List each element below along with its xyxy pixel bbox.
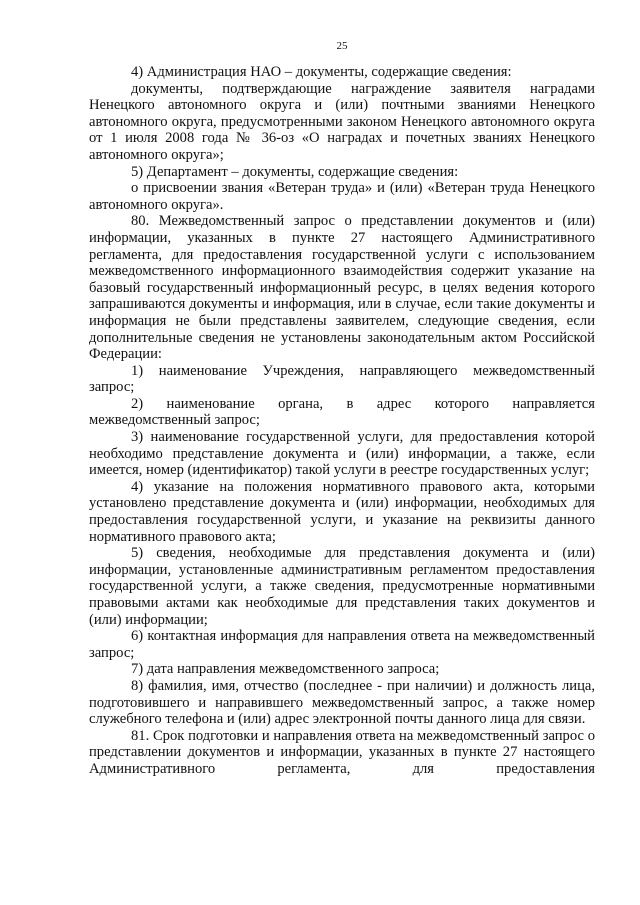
- paragraph-item-5-department: 5) Департамент – документы, содержащие сведения:: [131, 163, 459, 180]
- paragraph-item-4-administration: 4) Администрация НАО – документы, содержащие сведения:: [131, 64, 512, 80]
- list-item-6: 6) контактная информация для направления ответа на межведомственный запрос;: [89, 628, 595, 661]
- paragraph-award-documents: документы, подтверждающие награждение заявителя наградами Ненецкого автономного округа и (или) почтными званиями Ненецкого автономного округа, предусмотренными законом Ненецкого автономного округа от 1 июля 2008 года № 36-оз «О наградах и почетных званиях Ненецкого автономного округа»;: [89, 80, 595, 163]
- list-item-4: 4) указание на положения нормативного правового акта, которыми установлено представление документа и (или) информации, необходимых для предоставления государственной услуги, и указание на реквизиты данного нормативного правового акта;: [89, 478, 595, 545]
- list-item-7: 7) дата направления межведомственного запроса;: [131, 661, 440, 678]
- page-number: 25: [336, 40, 348, 52]
- list-item-1: 1) наименование Учреждения, направляющего межведомственный запрос;: [89, 362, 595, 396]
- list-item-2: 2) наименование органа, в адрес которого направляется межведомственный запрос;: [89, 395, 595, 429]
- paragraph-veteran-title: о присвоении звания «Ветеран труда» и (или) «Ветеран труда Ненецкого автономного округа».: [89, 180, 595, 213]
- list-item-8: 8) фамилия, имя, отчество (последнее - при наличии) и должность лица, подготовившего и направившего межведомственный запрос, а также номер служебного телефона и (или) адрес электронной почты данного лица для связи.: [89, 677, 595, 728]
- list-item-3: 3) наименование государственной услуги, для предоставления которой необходимо представление документа и (или) информации, а также, если имеется, номер (идентификатор) такой услуги в реестре государственных услуг;: [89, 429, 595, 479]
- paragraph-section-81: 81. Срок подготовки и направления ответа на межведомственный запрос о представлении документов и информации, указанных в пункте 27 настоящего Административного регламента, для предоставления: [89, 727, 595, 777]
- list-item-5: 5) сведения, необходимые для представления документа и (или) информации, установленные административным регламентом предоставления государственной услуги, а также сведения, предусмотренные нормативными правовыми актами как необходимые для представления таких документов и (или) информации;: [89, 545, 595, 628]
- paragraph-section-80: 80. Межведомственный запрос о представлении документов и (или) информации, указанных в пункте 27 настоящего Административного регламента, для предоставления государственной услуги с использованием межведомственного информационного взаимодействия содержит указание на базовый государственный информационный ресурс, в целях ведения которого запрашиваются документы и информация, или в случае, если такие документы и информация не были представлены заявителем, следующие сведения, если дополнительные сведения не установлены законодательным актом Российской Федерации:: [89, 213, 595, 363]
- document-body: [89, 64, 595, 778]
